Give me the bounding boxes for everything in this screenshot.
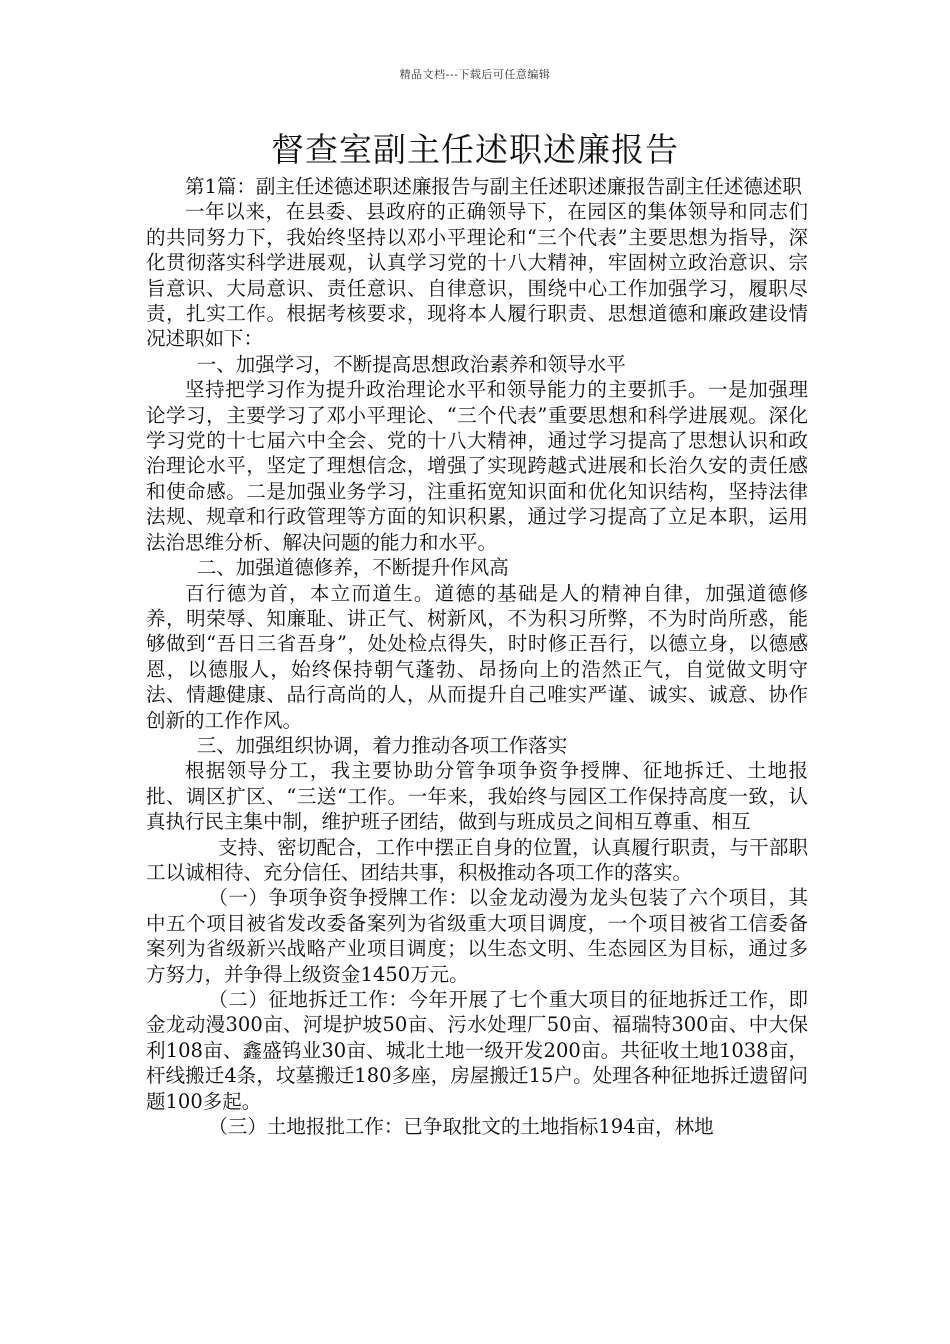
document-body — [146, 174, 808, 1139]
section-heading: 一、加强学习，不断提高思想政治素养和领导水平 — [196, 352, 626, 376]
paragraph: 支持、密切配合，工作中摆正自身的位置，认真履行职责，与干部职工以诚相待、充分信任、团结共事，积极推动各项工作的落实。 — [146, 835, 808, 884]
paragraph: 根据领导分工，我主要协助分管争项争资争授牌、征地拆迁、土地报批、调区扩区、“三送“工作。一年来，我始终与园区工作保持高度一致，认真执行民主集中制，维护班子团结，做到与班成员之间相互尊重、相互 — [146, 759, 808, 834]
paragraph: 一年以来，在县委、县政府的正确领导下，在园区的集体领导和同志们的共同努力下，我始终坚持以邓小平理论和“三个代表”主要思想为指导，深化贯彻落实科学进展观，认真学习党的十八大精神，牢固树立政治意识、宗旨意识、大局意识、责任意识、自律意识，围绕中心工作加强学习，履职尽责，扎实工作。根据考核要求，现将本人履行职责、思想道德和廉政建设情况述职如下： — [146, 200, 808, 351]
paragraph: 坚持把学习作为提升政治理论水平和领导能力的主要抓手。一是加强理论学习，主要学习了邓小平理论、“三个代表”重要思想和科学进展观。深化学习党的十七届六中全会、党的十八大精神，通过学习提高了思想认识和政治理论水平，坚定了理想信念，增强了实现跨越式进展和长治久安的责任感和使命感。二是加强业务学习，注重拓宽知识面和优化知识结构，坚持法律法规、规章和行政管理等方面的知识积累，通过学习提高了立足本职，运用法治思维分析、解决问题的能力和水平。 — [146, 378, 808, 554]
paragraph: （二）征地拆迁工作：今年开展了七个重大项目的征地拆迁工作，即金龙动漫300亩、河堤护坡50亩、污水处理厂50亩、福瑞特300亩、中大保利108亩、鑫盛钨业30亩、城北土地一级开发200亩。共征收土地1038亩，杆线搬迁4条，坟墓搬迁180多座，房屋搬迁15户。处理各种征地拆迁遗留问题100多起。 — [146, 988, 808, 1113]
section-subtitle: 第1篇：副主任述德述职述廉报告与副主任述职述廉报告副主任述德述职 — [185, 175, 802, 198]
paragraph: 百行德为首，本立而道生。道德的基础是人的精神自律，加强道德修养，明荣辱、知廉耻、讲正气、树新风，不为积习所弊，不为时尚所惑，能够做到“吾日三省吾身”，处处检点得失，时时修正吾行，以德立身，以德感恩，以德服人，始终保持朝气蓬勃、昂扬向上的浩然正气，自觉做文明守法、情趣健康、品行高尚的人，从而提升自己唯实严谨、诚实、诚意、协作创新的工作作风。 — [146, 581, 808, 732]
section-heading: 三、加强组织协调，着力推动各项工作落实 — [196, 733, 568, 757]
header-note: 精品文档---下载后可任意编辑 — [399, 68, 551, 81]
paragraph: （一）争项争资争授牌工作：以金龙动漫为龙头包装了六个项目，其中五个项目被省发改委备案列为省级重大项目调度，一个项目被省工信委备案列为省级新兴战略产业项目调度；以生态文明、生态园区为目标，通过多方努力，并争得上级资金1450万元。 — [146, 886, 808, 986]
section-heading: 二、加强道德修养，不断提升作风高 — [196, 556, 509, 580]
document-title: 督查室副主任述职述廉报告 — [271, 130, 679, 169]
paragraph: （三）土地报批工作：已争取批文的土地指标194亩，林地 — [208, 1115, 714, 1139]
